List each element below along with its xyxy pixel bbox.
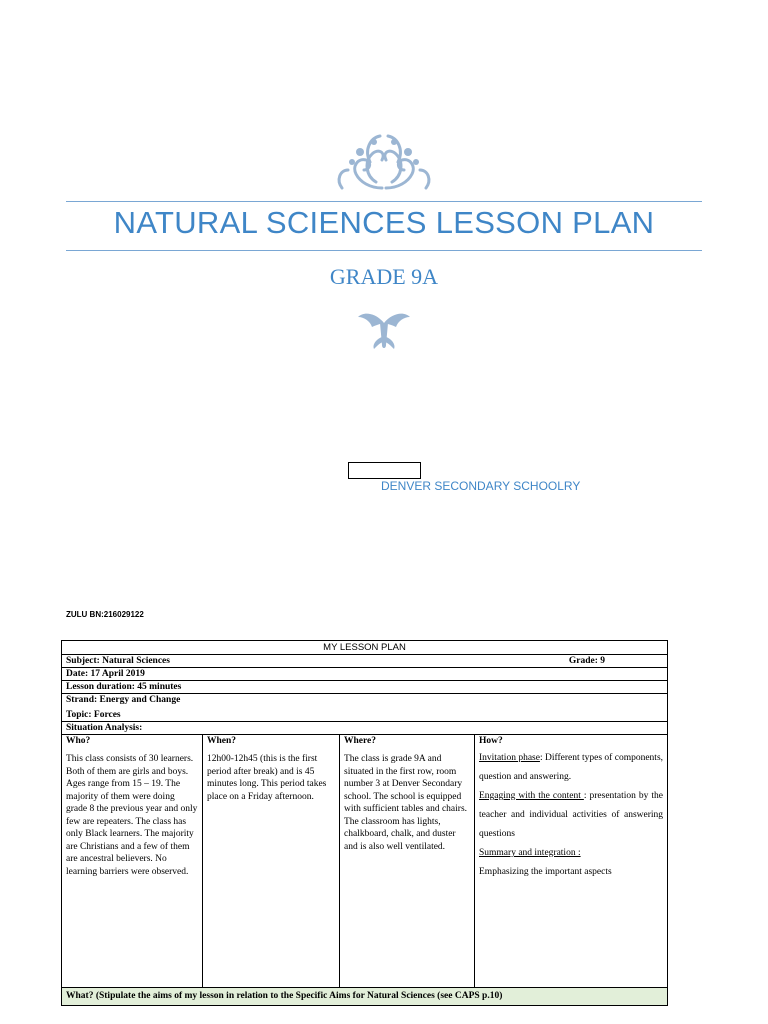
who-cell (62, 735, 203, 988)
table-row (62, 735, 668, 988)
when-heading: When? (207, 736, 237, 746)
engaging-label: Engaging with the content (479, 791, 584, 801)
topic-label: Topic: Forces (66, 710, 121, 720)
strand-label: Strand: Energy and Change (66, 695, 181, 705)
grade-subtitle: GRADE 9A (329, 264, 439, 289)
when-text: 12h00-12h45 (this is the first period after break) and is 45 minutes long. This period takes place on a Friday afternoon. (207, 754, 327, 802)
name-input-box[interactable] (348, 462, 421, 479)
scroll-ornament-icon (330, 132, 438, 194)
title-bottom-rule (66, 250, 702, 251)
school-name: DENVER SECONDARY SCHOOLRY (381, 479, 581, 493)
table-row (62, 988, 668, 1006)
who-text: This class consists of 30 learners. Both of them are girls and boys. Ages range from 15 – 19. The majority of them were doing grade 8 the previous year and only few are repeaters. The class has only Black learners. The majority are Christians and a few of them are ancestral believers. No learning barriers were observed. (66, 754, 198, 877)
fleuron-ornament-icon (356, 309, 412, 351)
summary-label: Summary and integration : (479, 848, 581, 858)
who-heading: Who? (66, 736, 91, 746)
grade-label: Grade: 9 (568, 656, 606, 666)
student-id: ZULU BN:216029122 (66, 610, 144, 619)
how-heading: How? (479, 736, 503, 746)
subject-label: Subject: Natural Sciences (66, 656, 170, 666)
engaging-text: : presentation by the teacher and individual activities of answering questions (479, 791, 664, 839)
document-title: NATURAL SCIENCES LESSON PLAN (113, 205, 655, 240)
where-heading: Where? (344, 736, 377, 746)
invitation-phase-text: : Different types of components, question and answering. (479, 753, 664, 782)
situation-label: Situation Analysis: (62, 722, 668, 735)
table-row (62, 668, 668, 681)
table-row (62, 641, 668, 655)
invitation-phase-label: Invitation phase (479, 753, 540, 763)
where-cell (340, 735, 475, 988)
lesson-plan-table (61, 640, 668, 1006)
title-top-rule (66, 201, 702, 202)
table-row (62, 655, 668, 668)
where-text: The class is grade 9A and situated in the first row, room number 3 at Denver Secondary school. The school is equipped with sufficient tables and chairs. The classroom has lights, chalkboard, chalk, and duster and is also well ventilated. (344, 754, 468, 852)
table-row (62, 722, 668, 735)
what-label: What? (Stipulate the aims of my lesson in relation to the Specific Aims for Natural Sciences (see CAPS p.10) (62, 988, 668, 1006)
when-cell (203, 735, 340, 988)
duration-label: Lesson duration: 45 minutes (62, 681, 668, 694)
date-label: Date: 17 April 2019 (62, 668, 668, 681)
how-cell (475, 735, 668, 988)
table-row (62, 681, 668, 694)
summary-text: Emphasizing the important aspects (479, 867, 612, 877)
table-heading: MY LESSON PLAN (62, 641, 668, 655)
table-row (62, 694, 668, 722)
